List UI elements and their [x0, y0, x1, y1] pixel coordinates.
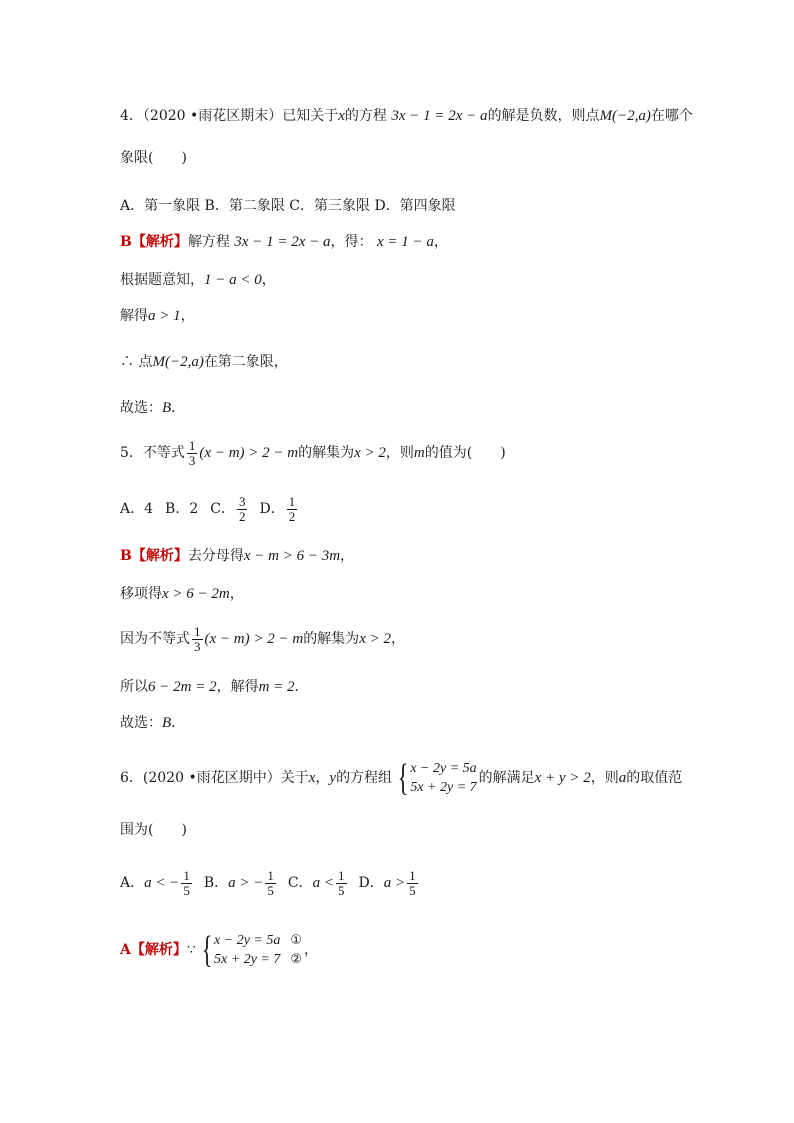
q5-option-b: B．2	[165, 501, 199, 517]
q4-var-x: x	[338, 108, 345, 124]
q4-point: M(−2,a)	[599, 108, 651, 124]
because-symbol: ∵	[186, 942, 196, 958]
fraction-denominator: 5	[338, 882, 345, 898]
q6-answer-label: A【解析】	[120, 942, 187, 958]
q5-solution-step4	[120, 677, 309, 697]
q5-step-equation: m = 2	[258, 679, 295, 695]
q6-option-d-label: D．	[358, 875, 384, 891]
q6-option-c-fraction	[336, 869, 347, 898]
q6-stem-line2: 围为( )	[120, 822, 187, 838]
q6-equations	[410, 759, 476, 797]
q5-var-m: m	[413, 445, 425, 461]
q6-option-b-expr: a > −	[228, 875, 264, 891]
q5-step-text: ，	[390, 631, 405, 647]
fraction-numerator: 1	[183, 867, 190, 883]
circled-one-marker: ①	[290, 933, 303, 948]
q6-stem-text: 6．(2020 •雨花区期中）关于	[120, 770, 309, 786]
q5-stem-text: 的值为( )	[424, 445, 506, 461]
brace-symbol: {	[201, 929, 213, 971]
q4-stem-text: 的解是负数，则点	[487, 108, 600, 124]
q4-stem-text: 4．（2020 •雨花区期末）已知关于	[120, 108, 339, 124]
q4-step-text: ，	[433, 234, 448, 250]
q5-option-d-fraction	[287, 495, 298, 524]
q6-stem-line1	[120, 756, 682, 800]
q4-stem-text: 的方程	[344, 108, 387, 124]
q4-solution-step2	[120, 270, 276, 290]
fraction-numerator: 1	[188, 437, 196, 453]
q5-step-text: ，	[229, 586, 244, 602]
q5-step-text: 故选：	[120, 715, 162, 731]
fraction-numerator: 3	[238, 493, 246, 509]
q4-answer-label: B【解析】	[120, 234, 188, 250]
q4-step-text: ．	[171, 400, 186, 416]
q6-solution-system	[198, 931, 302, 969]
q5-step-text: ．	[171, 715, 186, 731]
q4-step-text: ，	[180, 308, 195, 324]
q6-option-a-label: A．	[120, 875, 145, 891]
q6-solution-eq1-row	[214, 931, 302, 950]
q4-step-equation: 1 − a < 0	[204, 272, 262, 288]
q4-step-equation: a > 1	[148, 308, 181, 324]
q4-step-text: 解方程	[187, 234, 230, 250]
q5-fraction	[187, 439, 198, 468]
q5-step-text: 的解集为	[303, 631, 360, 647]
q4-step-text: 在第二象限，	[203, 354, 288, 370]
q5-step-text: ，解得	[216, 679, 259, 695]
q5-stem-text: 的解集为	[298, 445, 355, 461]
q6-equation-system	[394, 759, 477, 797]
q5-step-equation: 6 − 2m = 2	[148, 679, 217, 695]
q5-option-a: A．4	[120, 501, 154, 517]
q4-solution-step1	[120, 232, 448, 252]
q6-option-a-fraction	[181, 869, 192, 898]
q4-step-text: ，得：	[330, 234, 373, 250]
q6-stem-text: 的解满足	[478, 770, 535, 786]
q6-step-text: ，	[304, 942, 319, 958]
q4-step-text: ∴ 点	[120, 354, 153, 370]
q5-option-d-label: D．	[259, 501, 285, 517]
q5-choice-letter: B	[162, 715, 172, 731]
q5-answer-label: B【解析】	[120, 548, 188, 564]
q5-solution-step2	[120, 584, 244, 604]
q5-step-text: ，	[340, 548, 355, 564]
q5-solution-choice	[120, 713, 185, 733]
fraction-denominator: 5	[267, 882, 274, 898]
q6-equations	[214, 931, 302, 969]
fraction-denominator: 5	[183, 882, 190, 898]
q5-solution-step1	[120, 546, 354, 566]
q4-step-text: ，	[261, 272, 276, 288]
fraction-denominator: 5	[409, 882, 416, 898]
q6-var-a: a	[618, 770, 627, 786]
q6-solution-eq2-row	[214, 950, 302, 969]
q5-fraction	[192, 625, 203, 654]
q6-stem-text: 的方程组	[336, 770, 393, 786]
q5-step-equation: x − m > 6 − 3m	[243, 548, 341, 564]
q5-step-equation: x > 6 − 2m	[162, 586, 230, 602]
q4-point: M(−2,a)	[152, 354, 204, 370]
q6-solution-step1	[120, 928, 318, 972]
q4-equation: 3x − 1 = 2x − a	[391, 108, 488, 124]
circled-two-marker: ②	[290, 952, 303, 967]
q6-equation-2: 5x + 2y = 7	[214, 952, 281, 967]
q4-choice-letter: B	[162, 400, 172, 416]
q4-options: A．第一象限 B．第二象限 C．第三象限 D．第四象限	[120, 198, 456, 214]
q4-solution-step4	[120, 352, 288, 372]
q4-step-text: 故选：	[120, 400, 162, 416]
q5-step-text: 因为不等式	[120, 631, 190, 647]
q6-equation-2: 5x + 2y = 7	[410, 780, 477, 795]
q5-stem	[120, 436, 506, 470]
q6-option-d-fraction	[407, 869, 418, 898]
q6-option-c-label: C．	[287, 875, 313, 891]
q4-solution-choice	[120, 398, 185, 418]
q4-step-text: 解得	[120, 308, 148, 324]
fraction-numerator: 1	[288, 493, 296, 509]
fraction-numerator: 1	[338, 867, 345, 883]
q6-option-a-expr: a < −	[144, 875, 180, 891]
q6-equation-1: x − 2y = 5a	[410, 761, 477, 776]
q5-stem-text: ，则	[385, 445, 414, 461]
q4-solution-step3	[120, 306, 195, 326]
fraction-numerator: 1	[194, 623, 201, 639]
q6-stem-text: 的取值范	[626, 770, 683, 786]
q4-step-equation: x = 1 − a	[376, 234, 434, 250]
q5-step-text: 所以	[120, 679, 148, 695]
q5-solution-set: x > 2	[359, 631, 391, 647]
q5-inequality: (x − m) > 2 − m	[204, 631, 304, 647]
q4-stem-text: 在哪个	[650, 108, 693, 124]
fraction-numerator: 1	[409, 867, 416, 883]
q6-equation-1: x − 2y = 5a	[214, 933, 281, 948]
q5-option-c-fraction	[237, 495, 248, 524]
q6-var-y: y	[329, 770, 337, 786]
q5-options	[120, 492, 299, 526]
q5-step-text: ．	[294, 679, 309, 695]
q5-step-text: 移项得	[120, 586, 162, 602]
q5-stem-text: 5．不等式	[120, 445, 185, 461]
q5-inequality: (x − m) > 2 − m	[199, 445, 299, 461]
q6-var-x: x	[308, 770, 316, 786]
q5-step-text: 去分母得	[187, 548, 244, 564]
q4-step-equation: 3x − 1 = 2x − a	[234, 234, 331, 250]
brace-symbol: {	[397, 757, 409, 799]
q6-option-b-label: B．	[203, 875, 229, 891]
q5-option-c-label: C．	[210, 501, 235, 517]
q6-option-c-expr: a <	[312, 875, 335, 891]
fraction-denominator: 3	[194, 638, 201, 654]
q4-stem-line2: 象限( )	[120, 150, 187, 166]
q5-solution-step3	[120, 622, 405, 656]
q4-stem-line1	[120, 106, 693, 126]
fraction-denominator: 3	[188, 452, 196, 468]
fraction-numerator: 1	[267, 867, 274, 883]
q4-step-text: 根据题意知，	[120, 272, 204, 288]
fraction-denominator: 2	[288, 508, 296, 524]
q6-options	[120, 866, 420, 900]
q6-stem-text: ，	[315, 770, 330, 786]
q6-option-b-fraction	[265, 869, 276, 898]
q6-stem-text: ，则	[590, 770, 619, 786]
fraction-denominator: 2	[238, 508, 246, 524]
q6-option-d-expr: a >	[383, 875, 406, 891]
q6-condition: x + y > 2	[534, 770, 591, 786]
q5-solution-set: x > 2	[354, 445, 386, 461]
